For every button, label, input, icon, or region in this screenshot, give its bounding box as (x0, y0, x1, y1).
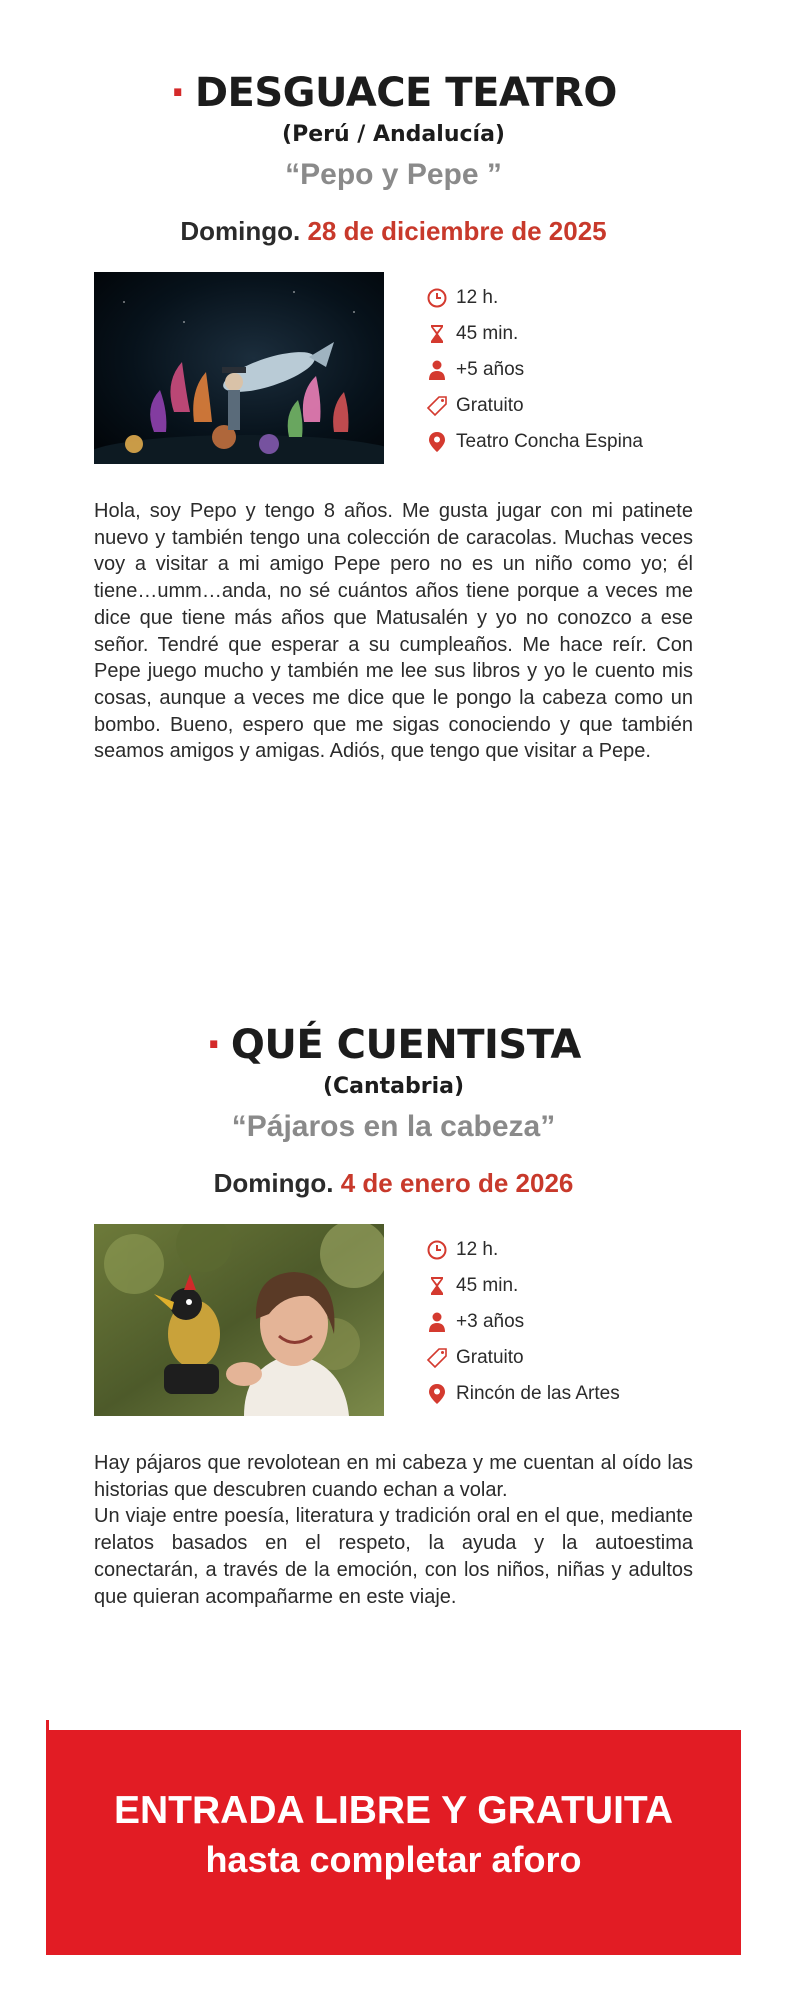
person-icon (426, 1311, 448, 1333)
company-name (46, 1022, 741, 1068)
detail-venue-text: Teatro Concha Espina (456, 431, 643, 452)
info-row (46, 272, 741, 472)
location-pin-icon (426, 431, 448, 453)
detail-price (426, 388, 643, 424)
event-details (426, 1232, 620, 1412)
bullet-dot: · (206, 1022, 221, 1068)
detail-duration (426, 316, 643, 352)
show-title: “Pájaros en la cabeza” (231, 1110, 556, 1143)
detail-age-text: +3 años (456, 1311, 525, 1332)
company-name-text: DESGUACE TEATRO (194, 70, 617, 116)
event-description (94, 1450, 693, 1610)
company-name-text: QUÉ CUENTISTA (230, 1022, 581, 1068)
event-photo (94, 272, 384, 464)
description-paragraph: Hola, soy Pepo y tengo 8 años. Me gusta jugar con mi patinete nuevo y también tengo una colección de caracolas. Muchas veces voy a visitar a mi amigo Pepe pero no es un niño como yo; él tiene…umm…anda, no sé cuántos años tiene porque a veces me dice que tiene más años que Matusalén y yo no conozco a ese señor. Tendré que esperar a su cumpleaños. Me hace reír. Con Pepe juego mucho y también me lee sus libros y yo le cuento mis cosas, aunque a veces me dice que le pongo la cabeza como un bombo. Bueno, espero que me sigas conociendo y que también seamos amigos y amigas. Adiós, que tengo que visitar a Pepe. (94, 500, 693, 763)
detail-duration (426, 1268, 620, 1304)
event-details (426, 280, 643, 460)
puppet-stage-image (94, 272, 384, 464)
detail-age-text: +5 años (456, 359, 525, 380)
company-origin: (Perú / Andalucía) (282, 122, 505, 147)
hourglass-icon (426, 1275, 448, 1297)
detail-time-text: 12 h. (456, 1239, 499, 1260)
detail-venue (426, 424, 643, 460)
date-value: 4 de enero de 2026 (340, 1168, 574, 1198)
detail-venue-text: Rincón de las Artes (456, 1383, 620, 1404)
detail-age (426, 1304, 620, 1340)
bullet-dot: · (170, 70, 185, 116)
detail-price-text: Gratuito (456, 1347, 524, 1368)
banner-edge (46, 1720, 49, 1730)
location-pin-icon (426, 1383, 448, 1405)
show-title: “Pepo y Pepe ” (285, 158, 502, 191)
banner-subline: hasta completar aforo (205, 1839, 582, 1880)
ticket-icon (426, 395, 448, 417)
clock-icon (426, 287, 448, 309)
description-paragraph-1: Hay pájaros que revolotean en mi cabeza y me cuentan al oído las historias que descubren cuando echan a volar. (94, 1452, 693, 1501)
event-date (46, 214, 741, 248)
event-description (94, 498, 693, 765)
person-icon (426, 359, 448, 381)
date-value: 28 de diciembre de 2025 (307, 216, 607, 246)
hourglass-icon (426, 323, 448, 345)
clock-icon (426, 1239, 448, 1261)
detail-price (426, 1340, 620, 1376)
detail-time (426, 1232, 620, 1268)
detail-age (426, 352, 643, 388)
info-row (46, 1224, 741, 1424)
date-prefix: Domingo. (213, 1168, 334, 1198)
event-photo (94, 1224, 384, 1416)
company-name (46, 70, 741, 116)
detail-price-text: Gratuito (456, 395, 524, 416)
free-entry-banner (46, 1730, 741, 1955)
storyteller-with-puppet-image (94, 1224, 384, 1416)
event-date (46, 1166, 741, 1200)
banner-headline: ENTRADA LIBRE Y GRATUITA (113, 1789, 673, 1832)
detail-duration-text: 45 min. (456, 323, 519, 344)
event-desguace-teatro (46, 70, 741, 765)
ticket-icon (426, 1347, 448, 1369)
detail-venue (426, 1376, 620, 1412)
detail-time (426, 280, 643, 316)
detail-duration-text: 45 min. (456, 1275, 519, 1296)
event-que-cuentista (46, 1022, 741, 1610)
company-origin: (Cantabria) (322, 1074, 465, 1099)
detail-time-text: 12 h. (456, 287, 499, 308)
description-paragraph-2: Un viaje entre poesía, literatura y tradición oral en el que, mediante relatos basados en el respeto, la ayuda y la autoestima conectarán, a través de la emoción, con los niños, niñas y adultos que quieran acompañarme en este viaje. (94, 1505, 693, 1608)
date-prefix: Domingo. (180, 216, 301, 246)
